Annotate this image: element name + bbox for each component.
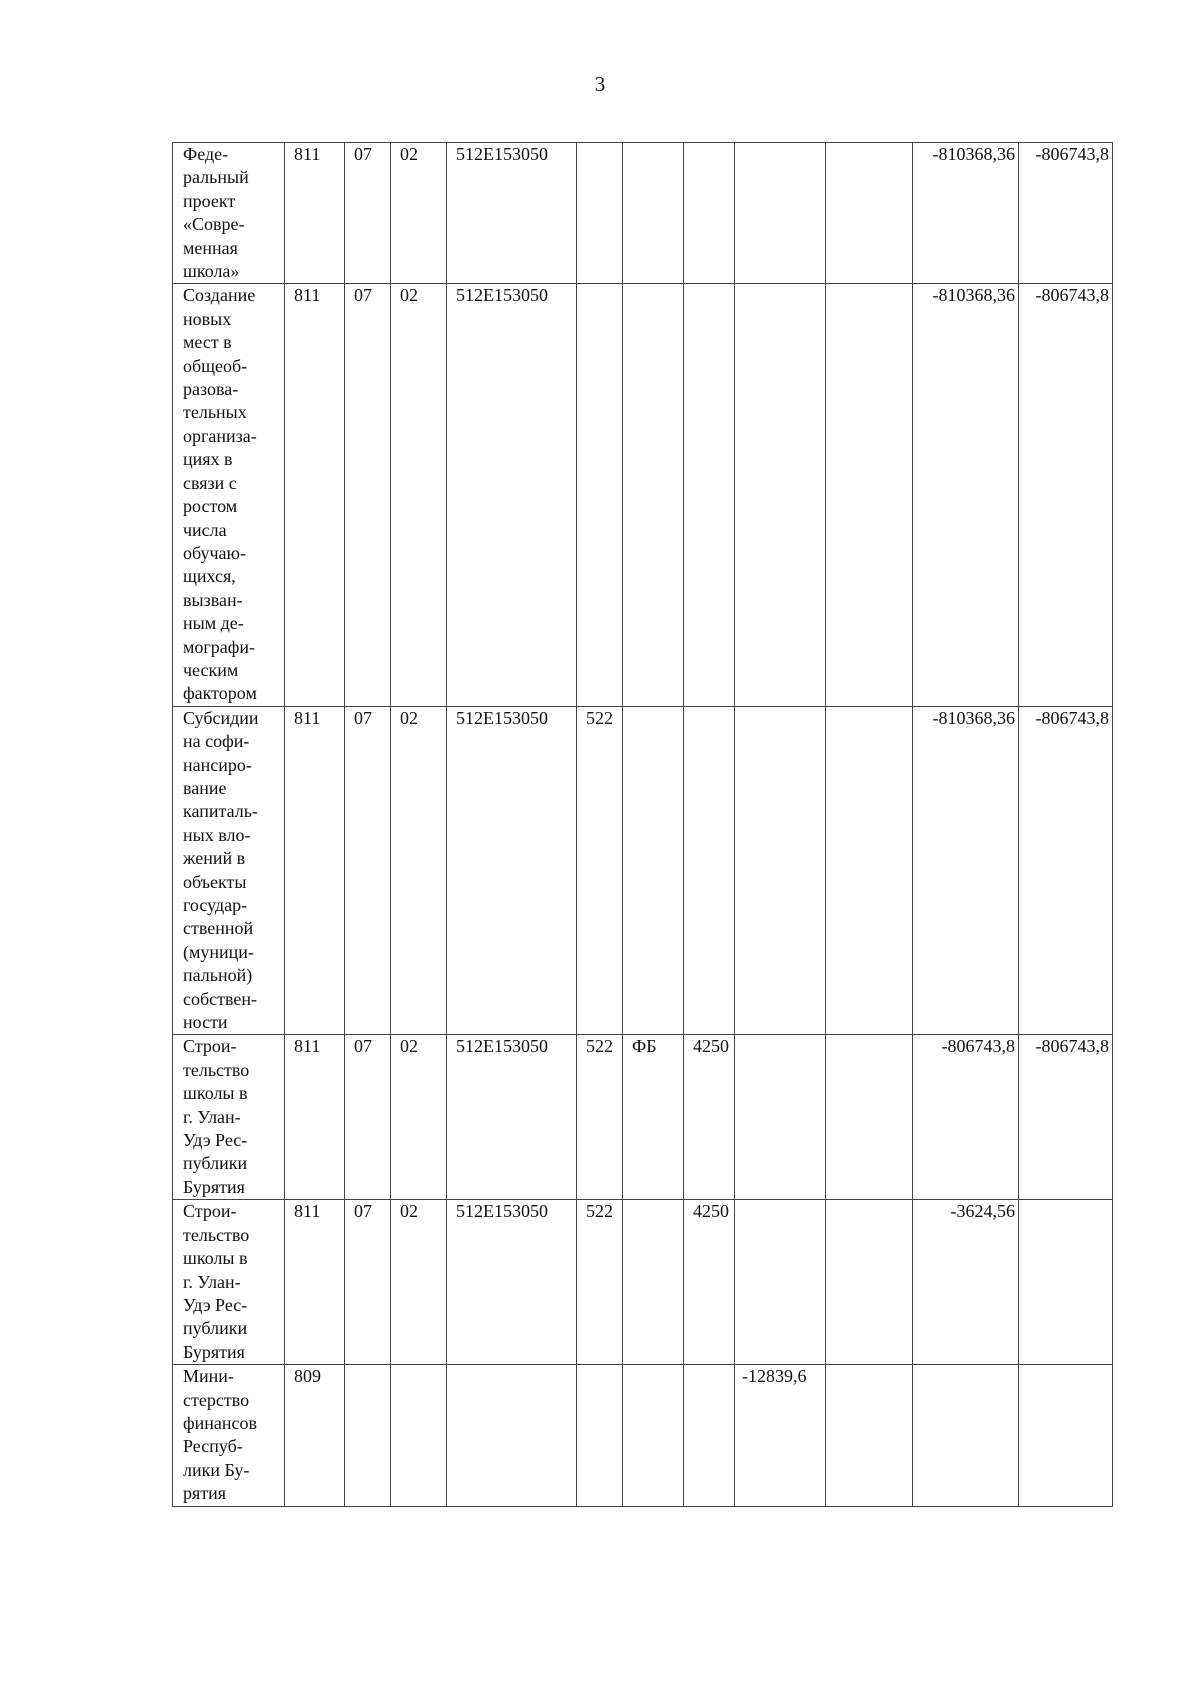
row-name-line: государ- bbox=[183, 895, 248, 915]
change-col-3-cell: -3624,56 bbox=[913, 1200, 1019, 1365]
target-article-code-cell bbox=[447, 1365, 577, 1507]
row-name-line: ростом bbox=[183, 496, 238, 517]
section-code-cell bbox=[345, 1365, 391, 1507]
expense-type-code-cell bbox=[577, 143, 623, 284]
target-article-code-cell: 512E153050 bbox=[447, 706, 577, 1035]
change-col-2-cell bbox=[826, 1200, 913, 1365]
row-name-line: Бурятия bbox=[183, 1176, 245, 1197]
row-name-line: ческим bbox=[183, 659, 239, 680]
row-name-cell bbox=[173, 1035, 285, 1200]
row-name-line: ственной bbox=[183, 918, 254, 939]
row-name-line: собствен- bbox=[183, 988, 258, 1009]
change-col-1-cell bbox=[735, 143, 826, 284]
row-name-line: г. Улан- bbox=[183, 1106, 241, 1127]
purpose-code-cell bbox=[684, 284, 735, 706]
change-col-1-cell bbox=[735, 1035, 826, 1200]
row-name-line: (муници- bbox=[183, 941, 254, 962]
grbs-code-cell: 811 bbox=[285, 1035, 345, 1200]
expense-type-code-cell: 522 bbox=[577, 1035, 623, 1200]
funding-source-cell bbox=[623, 143, 684, 284]
target-article-code-cell: 512E153050 bbox=[447, 1200, 577, 1365]
page-number: 3 bbox=[594, 72, 606, 96]
change-col-4-cell: -806743,8 bbox=[1019, 284, 1113, 706]
row-name-line: ных вло- bbox=[183, 824, 251, 845]
row-name-cell bbox=[173, 1365, 285, 1507]
row-name-line: Создание bbox=[183, 285, 256, 306]
grbs-code-cell: 811 bbox=[285, 284, 345, 706]
row-name-line: ральный bbox=[183, 167, 249, 188]
change-col-2-cell bbox=[826, 143, 913, 284]
target-article-code-cell: 512E153050 bbox=[447, 284, 577, 706]
subsection-code-cell: 02 bbox=[391, 1035, 447, 1200]
change-col-1-cell bbox=[735, 1200, 826, 1365]
table-row bbox=[173, 706, 1113, 1035]
row-name-line: школы в bbox=[183, 1083, 248, 1104]
table-row bbox=[173, 284, 1113, 706]
section-code-cell: 07 bbox=[345, 1035, 391, 1200]
funding-source-cell bbox=[623, 1200, 684, 1365]
funding-source-cell bbox=[623, 706, 684, 1035]
change-col-1-cell: -12839,6 bbox=[735, 1365, 826, 1507]
row-name-line: публики bbox=[183, 1153, 248, 1174]
row-name-cell bbox=[173, 1200, 285, 1365]
expense-type-code-cell: 522 bbox=[577, 706, 623, 1035]
table-row bbox=[173, 1365, 1113, 1507]
change-col-3-cell: -810368,36 bbox=[913, 143, 1019, 284]
change-col-2-cell bbox=[826, 1365, 913, 1507]
section-code-cell: 07 bbox=[345, 143, 391, 284]
row-name-line: щихся, bbox=[183, 566, 236, 587]
row-name-line: тельство bbox=[183, 1224, 250, 1245]
funding-source-cell bbox=[623, 1365, 684, 1507]
table-row bbox=[173, 1035, 1113, 1200]
row-name-line: менная bbox=[183, 237, 238, 258]
change-col-4-cell bbox=[1019, 1365, 1113, 1507]
subsection-code-cell: 02 bbox=[391, 284, 447, 706]
subsection-code-cell: 02 bbox=[391, 1200, 447, 1365]
row-name-line: Удэ Рес- bbox=[183, 1130, 248, 1151]
row-name-line: вание bbox=[183, 777, 227, 798]
expense-type-code-cell bbox=[577, 1365, 623, 1507]
grbs-code-cell: 811 bbox=[285, 1200, 345, 1365]
section-code-cell: 07 bbox=[345, 1200, 391, 1365]
row-name-line: школа» bbox=[183, 261, 240, 282]
row-name-line: связи с bbox=[183, 472, 237, 493]
row-name-line: ности bbox=[183, 1012, 228, 1033]
row-name-line: «Совре- bbox=[183, 214, 245, 235]
change-col-4-cell: -806743,8 bbox=[1019, 1035, 1113, 1200]
change-col-3-cell: -806743,8 bbox=[913, 1035, 1019, 1200]
row-name-line: разова- bbox=[183, 379, 239, 400]
table-row bbox=[173, 143, 1113, 284]
row-name-line: на софи- bbox=[183, 731, 250, 752]
row-name-line: нансиро- bbox=[183, 754, 252, 775]
row-name-line: новых bbox=[183, 308, 232, 329]
purpose-code-cell bbox=[684, 706, 735, 1035]
row-name-line: Респуб- bbox=[183, 1436, 243, 1457]
row-name-line: стерство bbox=[183, 1389, 250, 1410]
section-code-cell: 07 bbox=[345, 284, 391, 706]
subsection-code-cell: 02 bbox=[391, 143, 447, 284]
row-name-line: циях в bbox=[183, 449, 233, 470]
budget-table bbox=[172, 142, 1113, 1507]
row-name-line: Мини- bbox=[183, 1366, 234, 1387]
purpose-code-cell: 4250 bbox=[684, 1200, 735, 1365]
row-name-line: объекты bbox=[183, 871, 247, 892]
row-name-line: пальной) bbox=[183, 965, 253, 986]
purpose-code-cell bbox=[684, 143, 735, 284]
row-name-line: числа bbox=[183, 519, 227, 540]
row-name-line: проект bbox=[183, 190, 236, 211]
row-name-cell bbox=[173, 284, 285, 706]
row-name-line: мест в bbox=[183, 332, 232, 353]
purpose-code-cell bbox=[684, 1365, 735, 1507]
row-name-line: публики bbox=[183, 1318, 248, 1339]
row-name-line: вызван- bbox=[183, 589, 243, 610]
row-name-line: финансов bbox=[183, 1412, 258, 1433]
table-row bbox=[173, 1200, 1113, 1365]
row-name-line: лики Бу- bbox=[183, 1459, 250, 1480]
row-name-line: Бурятия bbox=[183, 1341, 245, 1362]
row-name-line: Удэ Рес- bbox=[183, 1294, 248, 1315]
row-name-line: фактором bbox=[183, 683, 257, 704]
row-name-line: капиталь- bbox=[183, 801, 258, 822]
change-col-1-cell bbox=[735, 284, 826, 706]
row-name-line: мографи- bbox=[183, 636, 256, 657]
funding-source-cell bbox=[623, 284, 684, 706]
row-name-line: общеоб- bbox=[183, 355, 248, 376]
grbs-code-cell: 811 bbox=[285, 143, 345, 284]
subsection-code-cell bbox=[391, 1365, 447, 1507]
row-name-line: Строи- bbox=[183, 1036, 237, 1057]
row-name-line: Субсидии bbox=[183, 707, 259, 728]
target-article-code-cell: 512E153050 bbox=[447, 1035, 577, 1200]
change-col-3-cell: -810368,36 bbox=[913, 706, 1019, 1035]
row-name-line: Строи- bbox=[183, 1201, 237, 1222]
change-col-4-cell: -806743,8 bbox=[1019, 706, 1113, 1035]
subsection-code-cell: 02 bbox=[391, 706, 447, 1035]
expense-type-code-cell: 522 bbox=[577, 1200, 623, 1365]
change-col-2-cell bbox=[826, 284, 913, 706]
row-name-line: тельство bbox=[183, 1059, 250, 1080]
change-col-3-cell bbox=[913, 1365, 1019, 1507]
row-name-line: рятия bbox=[183, 1483, 227, 1504]
funding-source-cell: ФБ bbox=[623, 1035, 684, 1200]
change-col-2-cell bbox=[826, 706, 913, 1035]
purpose-code-cell: 4250 bbox=[684, 1035, 735, 1200]
row-name-cell bbox=[173, 706, 285, 1035]
change-col-1-cell bbox=[735, 706, 826, 1035]
grbs-code-cell: 811 bbox=[285, 706, 345, 1035]
row-name-cell bbox=[173, 143, 285, 284]
row-name-line: ным де- bbox=[183, 613, 244, 634]
change-col-3-cell: -810368,36 bbox=[913, 284, 1019, 706]
row-name-line: Феде- bbox=[183, 144, 229, 164]
grbs-code-cell: 809 bbox=[285, 1365, 345, 1507]
section-code-cell: 07 bbox=[345, 706, 391, 1035]
expense-type-code-cell bbox=[577, 284, 623, 706]
change-col-4-cell bbox=[1019, 1200, 1113, 1365]
change-col-4-cell: -806743,8 bbox=[1019, 143, 1113, 284]
target-article-code-cell: 512E153050 bbox=[447, 143, 577, 284]
row-name-line: тельных bbox=[183, 402, 247, 423]
row-name-line: школы в bbox=[183, 1248, 248, 1269]
change-col-2-cell bbox=[826, 1035, 913, 1200]
row-name-line: жений в bbox=[183, 848, 246, 869]
row-name-line: г. Улан- bbox=[183, 1271, 241, 1292]
row-name-line: организа- bbox=[183, 425, 257, 446]
row-name-line: обучаю- bbox=[183, 542, 246, 563]
